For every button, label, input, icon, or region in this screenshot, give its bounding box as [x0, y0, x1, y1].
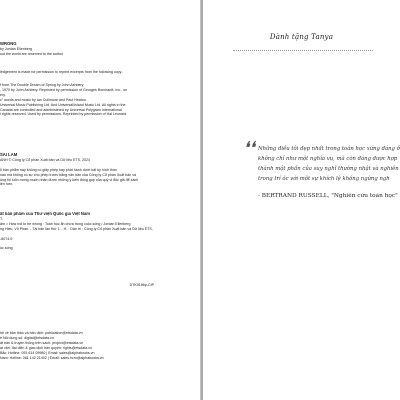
catalog-line: -8074-9: [0, 236, 13, 241]
vietnamese-copyright-block: [0, 153, 198, 187]
permission-line: f from The Double Dream of Spring by John Ashbery.: [0, 83, 85, 87]
quote-attribution: - BERTRAND RUSSELL, "Nghiên cứu toán học": [258, 193, 398, 199]
catalog-block: [0, 212, 198, 251]
quote-line: trong trí óc với một sự khích lệ không ngừng ngh: [258, 176, 390, 182]
vn-copyright-line: iện hơn.: [0, 182, 14, 187]
permission-line: , 1970 by John Ashbery. Reprinted by permission of Georges Borchardt, Inc., on: [0, 87, 128, 92]
quote-line: không chỉ như một nghĩa vụ, mà còn đáng được hợp: [258, 156, 398, 162]
catalog-line: ng Hiếu, Vũ Phan. - Tái bản lần thứ 1. - H. : Dân trí ; Công ty Cổ phần Xuất bản và Dữ liệu ETS,: [0, 226, 153, 231]
dedication-divider: [233, 50, 373, 51]
permission-line: Canada are controlled and administered by Universal Polygram International: [0, 107, 122, 112]
acknowledgement-intro: [0, 70, 198, 75]
quote-line: Những điều tôi đẹp nhất trong toán học xứng đáng ở: [258, 146, 400, 152]
vn-copyright-line: ỗ bản phẩm này không có giấy phép hay phát hành dưới bất kỳ hình thức: [0, 167, 118, 172]
permission-line: ery.: [0, 92, 6, 97]
catalog-line: ộc sống: [0, 246, 13, 251]
contact-line: ề Nội dung số: digital@etsdata.vn: [0, 335, 54, 340]
permissions-block: [0, 83, 198, 117]
rights-title: WRONG: [0, 42, 17, 46]
dedication-page: [203, 0, 400, 400]
permission-line: l rights reserved. Used by permissions. Reprinted by permission of Hal Leonard: [0, 112, 127, 117]
rights-author: by Jordan Ellenberg: [0, 46, 32, 51]
vn-heading: SAI LẦM: [0, 153, 18, 157]
rights-statement: out the world are reserved to the author: [0, 51, 63, 56]
contact-line: hệ về bản thảo và bản dịch: publication@etsdata.vn: [0, 331, 83, 335]
ack-intro-text: ledgement is made for permission to reprint excerpts from the following copy-: [0, 70, 123, 74]
epigraph-quote: [258, 144, 400, 184]
catalog-line: âm = How not to be wrong : Toán học ẩn chứa trong cuộc sống / Jordan Ellenberg: [0, 221, 131, 226]
contact-block: [0, 331, 198, 360]
contact-line: ất bản & truyền thông trên sách: project@etsdata.vn: [0, 340, 84, 345]
catalog-line: T.: [0, 216, 3, 221]
contact-line: ạt văn, đại diện & giao dịch bản quyền: rights@etsdata.vn: [0, 345, 92, 350]
permission-line: c" words and music by Ian Cullimore and Paul Heaton.: [0, 97, 87, 102]
permission-line: Universal Music Publishing Ltd. And Universal/Island Music Ltd. All rights in the: [0, 102, 126, 107]
catalog-code: [0, 283, 154, 288]
quote-line: thành một phần của suy nghĩ thường nhật và nghiên: [258, 166, 399, 172]
rights-block: [0, 42, 198, 57]
contact-line: Nam: Hotline: 081 142 21402 | Email: sales.hcm@alphabooks.vn: [0, 355, 104, 360]
quote-mark-icon: ❛❛: [243, 138, 255, 159]
vn-copyright-line: nào mà không có sự cho phép trước bằng văn bản của Công ty Cổ phần Xuất bản và: [0, 172, 137, 177]
vn-copyright-line: ANH © Công ty Cổ phần Xuất bản và Dữ liệu ETS, 2024: [0, 157, 90, 162]
contact-line: Bắc: Hotline: 093 614 09980 | Email: sales@alphabooks.vn: [0, 350, 95, 355]
catalog-heading: ất bản phẩm của Thư viện Quốc gia Việt Nam: [0, 212, 90, 216]
dedication-title: Dành tặng Tanya: [269, 33, 334, 41]
catalog-code-text: DTK0186p-CIP: [129, 283, 154, 287]
vn-copyright-line: ủng tôi luôn mong muốn nhận được những ý kiến đóng góp của quý vị độc giả để sách: [0, 177, 139, 182]
